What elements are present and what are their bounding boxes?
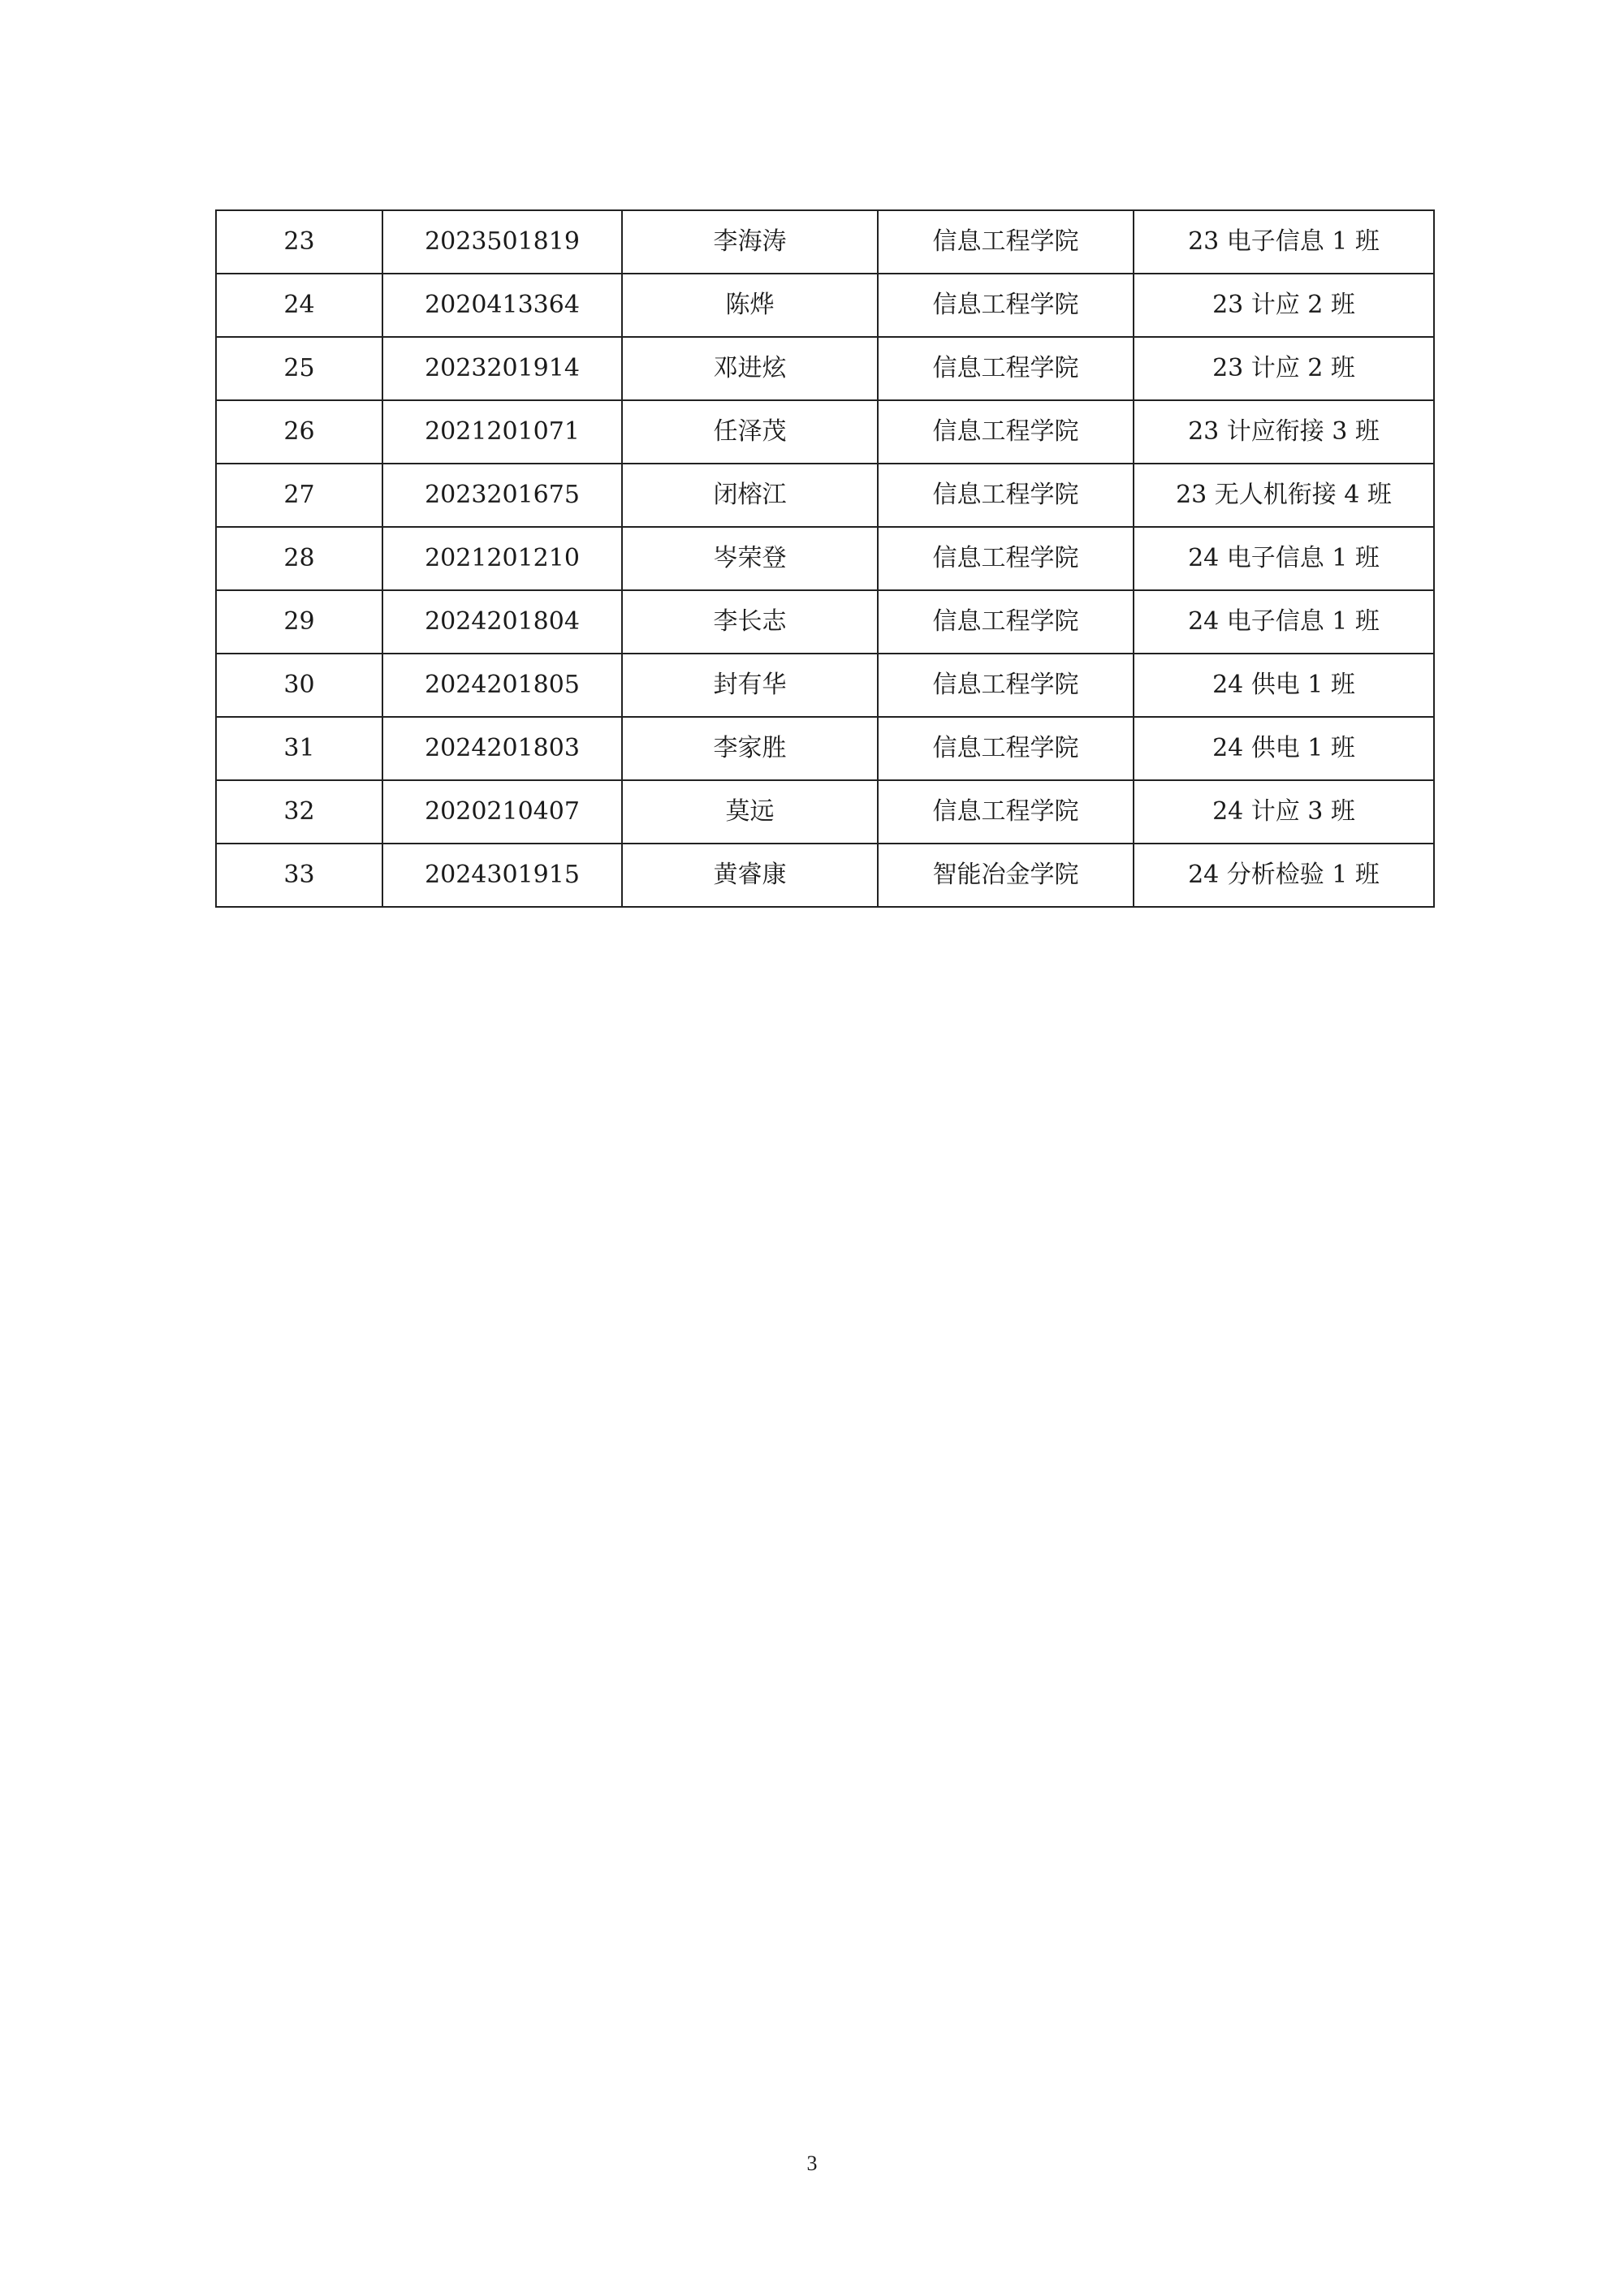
class-cell: 23 计应衔接 3 班	[1134, 400, 1434, 464]
class-cell: 24 计应 3 班	[1134, 780, 1434, 844]
student-id-cell: 2021201210	[382, 527, 622, 590]
student-id-cell: 2024201805	[382, 654, 622, 717]
row-number-cell: 29	[216, 590, 382, 654]
college-cell: 信息工程学院	[878, 274, 1134, 337]
page-number: 3	[806, 2151, 818, 2175]
student-table	[215, 209, 1435, 908]
table-row	[216, 780, 1434, 844]
class-cell: 24 分析检验 1 班	[1134, 844, 1434, 907]
college-cell: 信息工程学院	[878, 210, 1134, 274]
student-name-cell: 莫远	[622, 780, 878, 844]
college-cell: 信息工程学院	[878, 717, 1134, 780]
table-row	[216, 654, 1434, 717]
table-row	[216, 590, 1434, 654]
row-number-cell: 31	[216, 717, 382, 780]
class-cell: 23 计应 2 班	[1134, 274, 1434, 337]
student-name-cell: 闭榕江	[622, 464, 878, 527]
student-id-cell: 2020210407	[382, 780, 622, 844]
class-cell: 23 电子信息 1 班	[1134, 210, 1434, 274]
class-cell: 24 供电 1 班	[1134, 717, 1434, 780]
student-name-cell: 封有华	[622, 654, 878, 717]
row-number-cell: 28	[216, 527, 382, 590]
student-id-cell: 2024301915	[382, 844, 622, 907]
class-cell: 23 无人机衔接 4 班	[1134, 464, 1434, 527]
row-number-cell: 23	[216, 210, 382, 274]
table-row	[216, 717, 1434, 780]
row-number-cell: 32	[216, 780, 382, 844]
table-row	[216, 844, 1434, 907]
student-id-cell: 2024201804	[382, 590, 622, 654]
college-cell: 信息工程学院	[878, 337, 1134, 400]
student-name-cell: 李海涛	[622, 210, 878, 274]
college-cell: 信息工程学院	[878, 590, 1134, 654]
row-number-cell: 33	[216, 844, 382, 907]
student-id-cell: 2024201803	[382, 717, 622, 780]
student-name-cell: 李长志	[622, 590, 878, 654]
student-id-cell: 2021201071	[382, 400, 622, 464]
table-row	[216, 527, 1434, 590]
student-name-cell: 李家胜	[622, 717, 878, 780]
student-name-cell: 陈烨	[622, 274, 878, 337]
row-number-cell: 24	[216, 274, 382, 337]
table-row	[216, 400, 1434, 464]
student-name-cell: 岑荣登	[622, 527, 878, 590]
table-row	[216, 464, 1434, 527]
row-number-cell: 26	[216, 400, 382, 464]
row-number-cell: 30	[216, 654, 382, 717]
student-table-body	[216, 210, 1434, 907]
student-id-cell: 2023201675	[382, 464, 622, 527]
row-number-cell: 25	[216, 337, 382, 400]
class-cell: 24 电子信息 1 班	[1134, 527, 1434, 590]
college-cell: 信息工程学院	[878, 527, 1134, 590]
college-cell: 信息工程学院	[878, 464, 1134, 527]
table-row	[216, 337, 1434, 400]
student-name-cell: 黄睿康	[622, 844, 878, 907]
table-row	[216, 274, 1434, 337]
student-id-cell: 2023201914	[382, 337, 622, 400]
college-cell: 智能冶金学院	[878, 844, 1134, 907]
college-cell: 信息工程学院	[878, 400, 1134, 464]
student-name-cell: 任泽茂	[622, 400, 878, 464]
row-number-cell: 27	[216, 464, 382, 527]
college-cell: 信息工程学院	[878, 654, 1134, 717]
class-cell: 24 供电 1 班	[1134, 654, 1434, 717]
class-cell: 23 计应 2 班	[1134, 337, 1434, 400]
student-name-cell: 邓进炫	[622, 337, 878, 400]
college-cell: 信息工程学院	[878, 780, 1134, 844]
table-row	[216, 210, 1434, 274]
class-cell: 24 电子信息 1 班	[1134, 590, 1434, 654]
student-id-cell: 2020413364	[382, 274, 622, 337]
student-id-cell: 2023501819	[382, 210, 622, 274]
